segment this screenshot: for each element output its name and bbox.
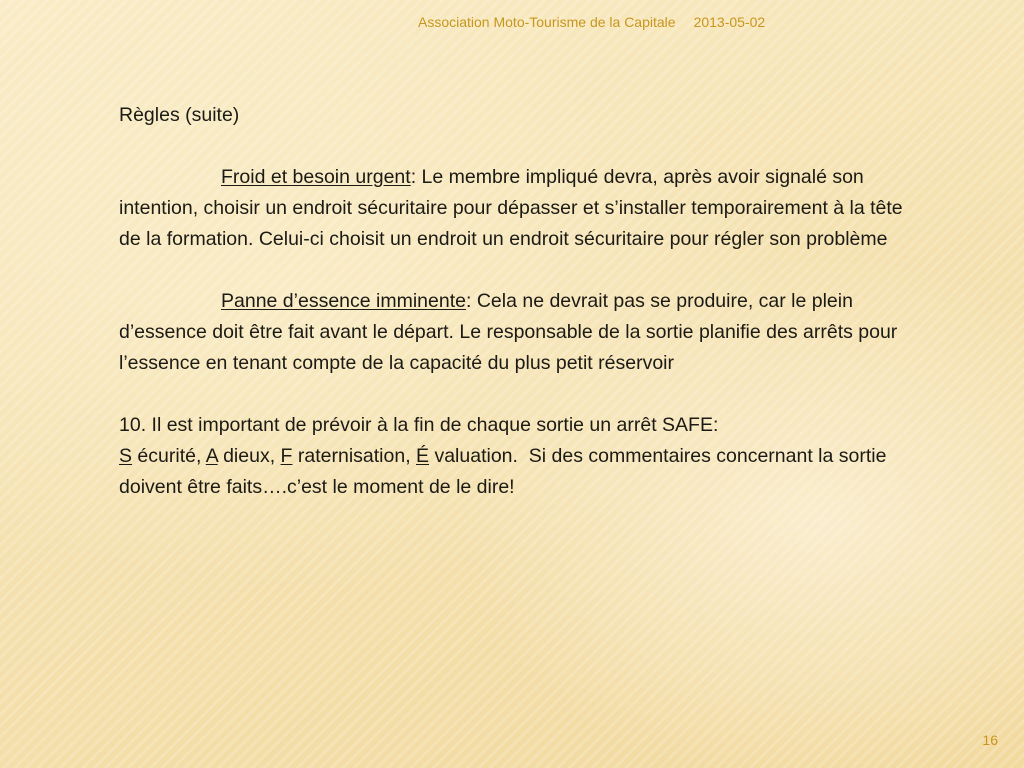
safe-word-a: dieux, — [217, 445, 281, 467]
safe-word-s: écurité — [132, 445, 196, 467]
section-heading: Panne d’essence imminente — [221, 290, 466, 312]
spacer — [119, 255, 919, 286]
rule-10-intro: 10. Il est important de prévoir à la fin de chaque sortie un arrêt SAFE: — [119, 414, 719, 436]
safe-sep-s: , — [195, 445, 206, 467]
section-body: Cela ne devrait pas se produire, car le plein d’essence doit être fait avant le départ. Le responsable de la sortie planifie des arrêts pour l’essence en tenant compte de la capacité du plus petit réservoir — [119, 290, 898, 374]
slide-content — [119, 100, 919, 503]
section-separator: : — [465, 290, 472, 312]
safe-letter-f: F — [280, 445, 293, 467]
page-number: 16 — [982, 732, 998, 748]
spacer — [119, 379, 919, 410]
rule-10-safe — [119, 441, 919, 503]
slide-header — [418, 14, 765, 30]
safe-letter-a: A — [205, 445, 218, 467]
spacer — [119, 131, 919, 162]
section-body: Le membre impliqué devra, après avoir signalé son intention, choisir un endroit sécuritaire pour dépasser et s’installer temporairement à la tête de la formation. Celui-ci choisit un endroit un endroit sécuritaire pour régler son problème — [119, 166, 903, 250]
header-organization: Association Moto-Tourisme de la Capitale — [418, 14, 676, 30]
section-cold-urgent — [119, 162, 919, 255]
slide-title: Règles (suite) — [119, 104, 240, 126]
rule-10-closing: Si des commentaires concernant la sortie doivent être faits….c’est le moment de le dire! — [119, 445, 892, 498]
section-fuel — [119, 286, 919, 379]
safe-letter-s: S — [119, 445, 133, 467]
safe-word-f: raternisation, — [292, 445, 417, 467]
section-heading: Froid et besoin urgent — [221, 166, 411, 188]
safe-word-e: valuation. — [429, 445, 518, 467]
safe-letter-e: É — [416, 445, 430, 467]
section-separator: : — [410, 166, 417, 188]
header-date: 2013-05-02 — [693, 14, 766, 30]
